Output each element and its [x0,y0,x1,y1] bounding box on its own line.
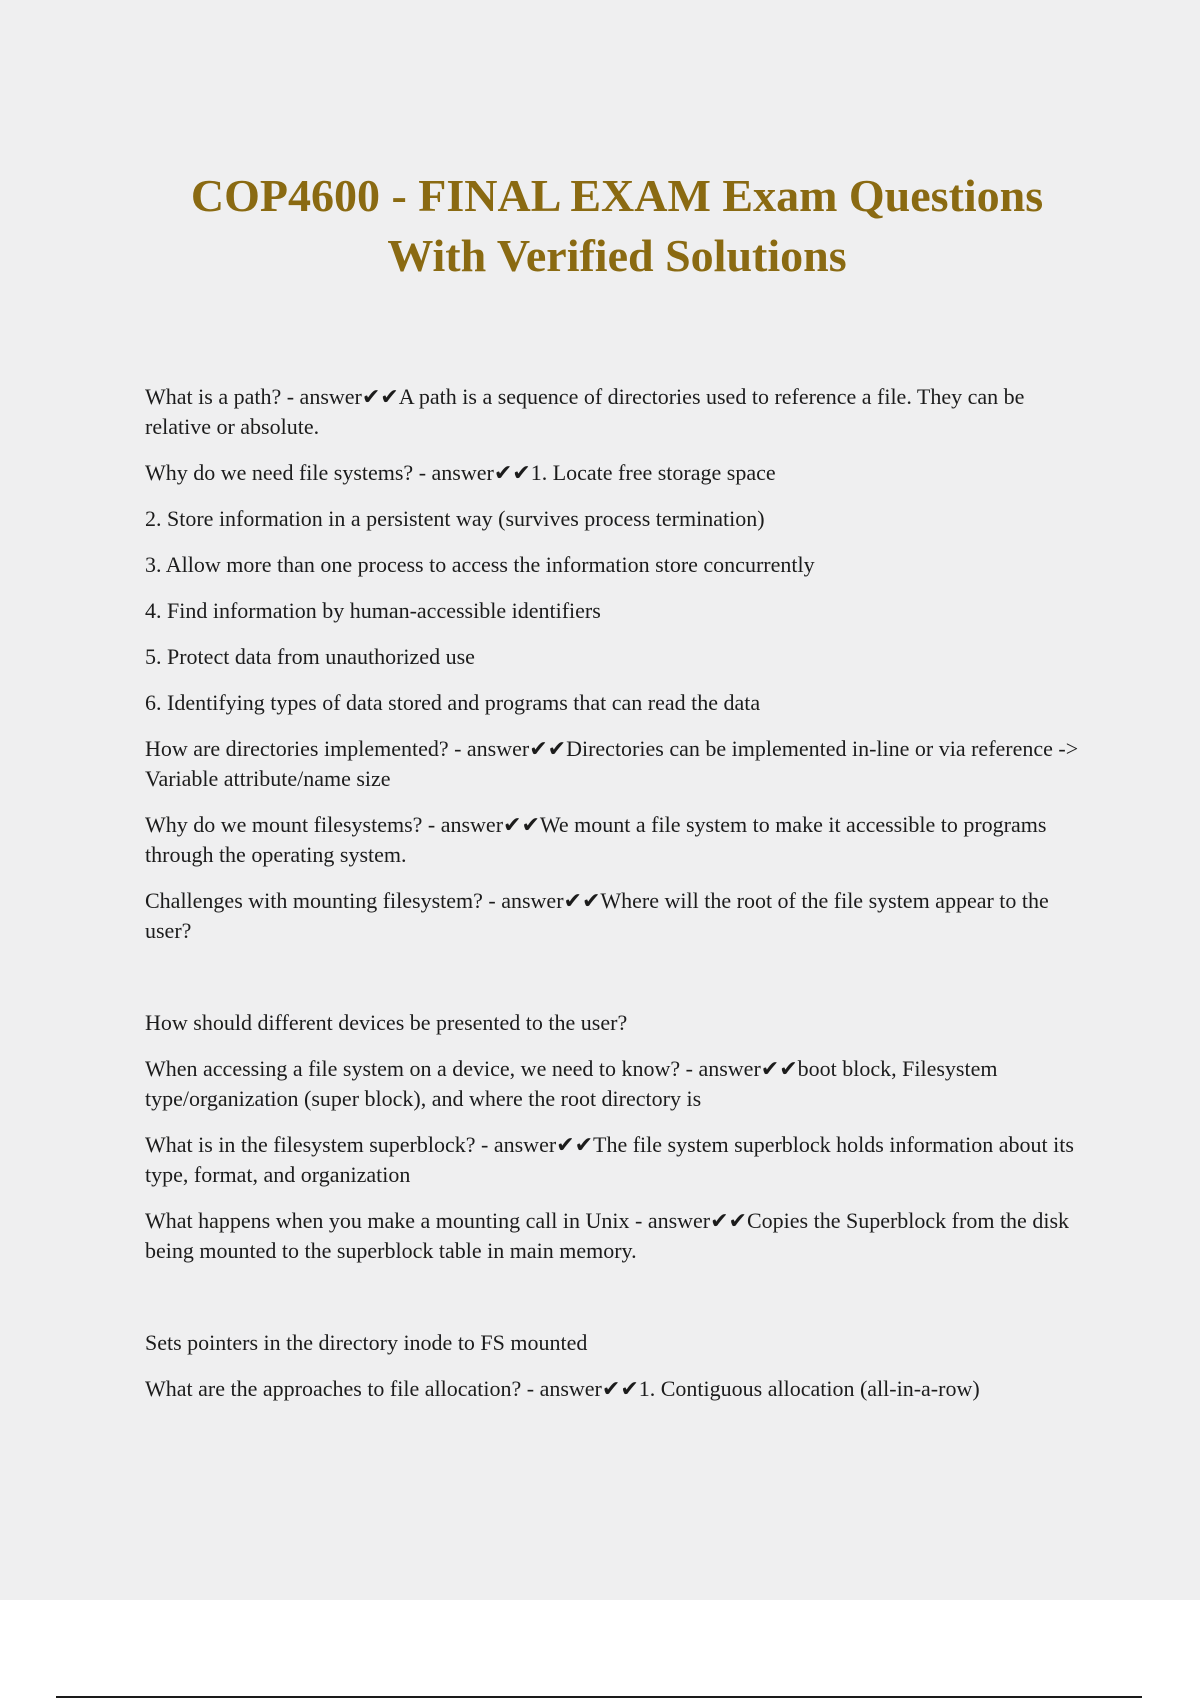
title-line-1: COP4600 - FINAL EXAM Exam Questions [190,170,1044,221]
paragraph-devices: How should different devices be presented to the user? [145,1010,628,1035]
paragraph-mount: Why do we mount filesystems? - answer✔✔We mount a file system to make it accessible to programs through the operating system. [145,812,1047,867]
list-item-6: 6. Identifying types of data stored and programs that can read the data [145,690,761,715]
paragraph-file-allocation: What are the approaches to file allocation? - answer✔✔1. Contiguous allocation (all-in-a-row) [145,1376,980,1401]
paragraph-mounting-call: What happens when you make a mounting call in Unix - answer✔✔Copies the Superblock from the disk being mounted to the superblock table in main memory. [145,1208,1069,1263]
paragraph-directories: How are directories implemented? - answer✔✔Directories can be implemented in-line or via reference -> Variable attribute/name size [145,736,1079,791]
paragraph-superblock: What is in the filesystem superblock? - answer✔✔The file system superblock holds information about its type, format, and organization [145,1132,1074,1187]
list-item-4: 4. Find information by human-accessible identifiers [145,598,601,623]
paragraph-accessing-fs: When accessing a file system on a device, we need to know? - answer✔✔boot block, Filesystem type/organization (super block), and where the root directory is [145,1056,998,1111]
list-item-2: 2. Store information in a persistent way (survives process termination) [145,506,765,531]
list-item-3: 3. Allow more than one process to access the information store concurrently [145,552,815,577]
paragraph-path: What is a path? - answer✔✔A path is a sequence of directories used to reference a file. They can be relative or absolute. [145,384,1025,439]
title-line-2: With Verified Solutions [387,230,847,281]
document-title [100,166,1134,286]
paragraph-mount-challenges: Challenges with mounting filesystem? - answer✔✔Where will the root of the file system appear to the user? [145,888,1049,943]
document-body [145,382,1095,1404]
footer-divider [56,1696,1142,1698]
list-item-5: 5. Protect data from unauthorized use [145,644,475,669]
paragraph-why-file-systems: Why do we need file systems? - answer✔✔1. Locate free storage space [145,460,776,485]
paragraph-sets-pointers: Sets pointers in the directory inode to FS mounted [145,1330,588,1355]
